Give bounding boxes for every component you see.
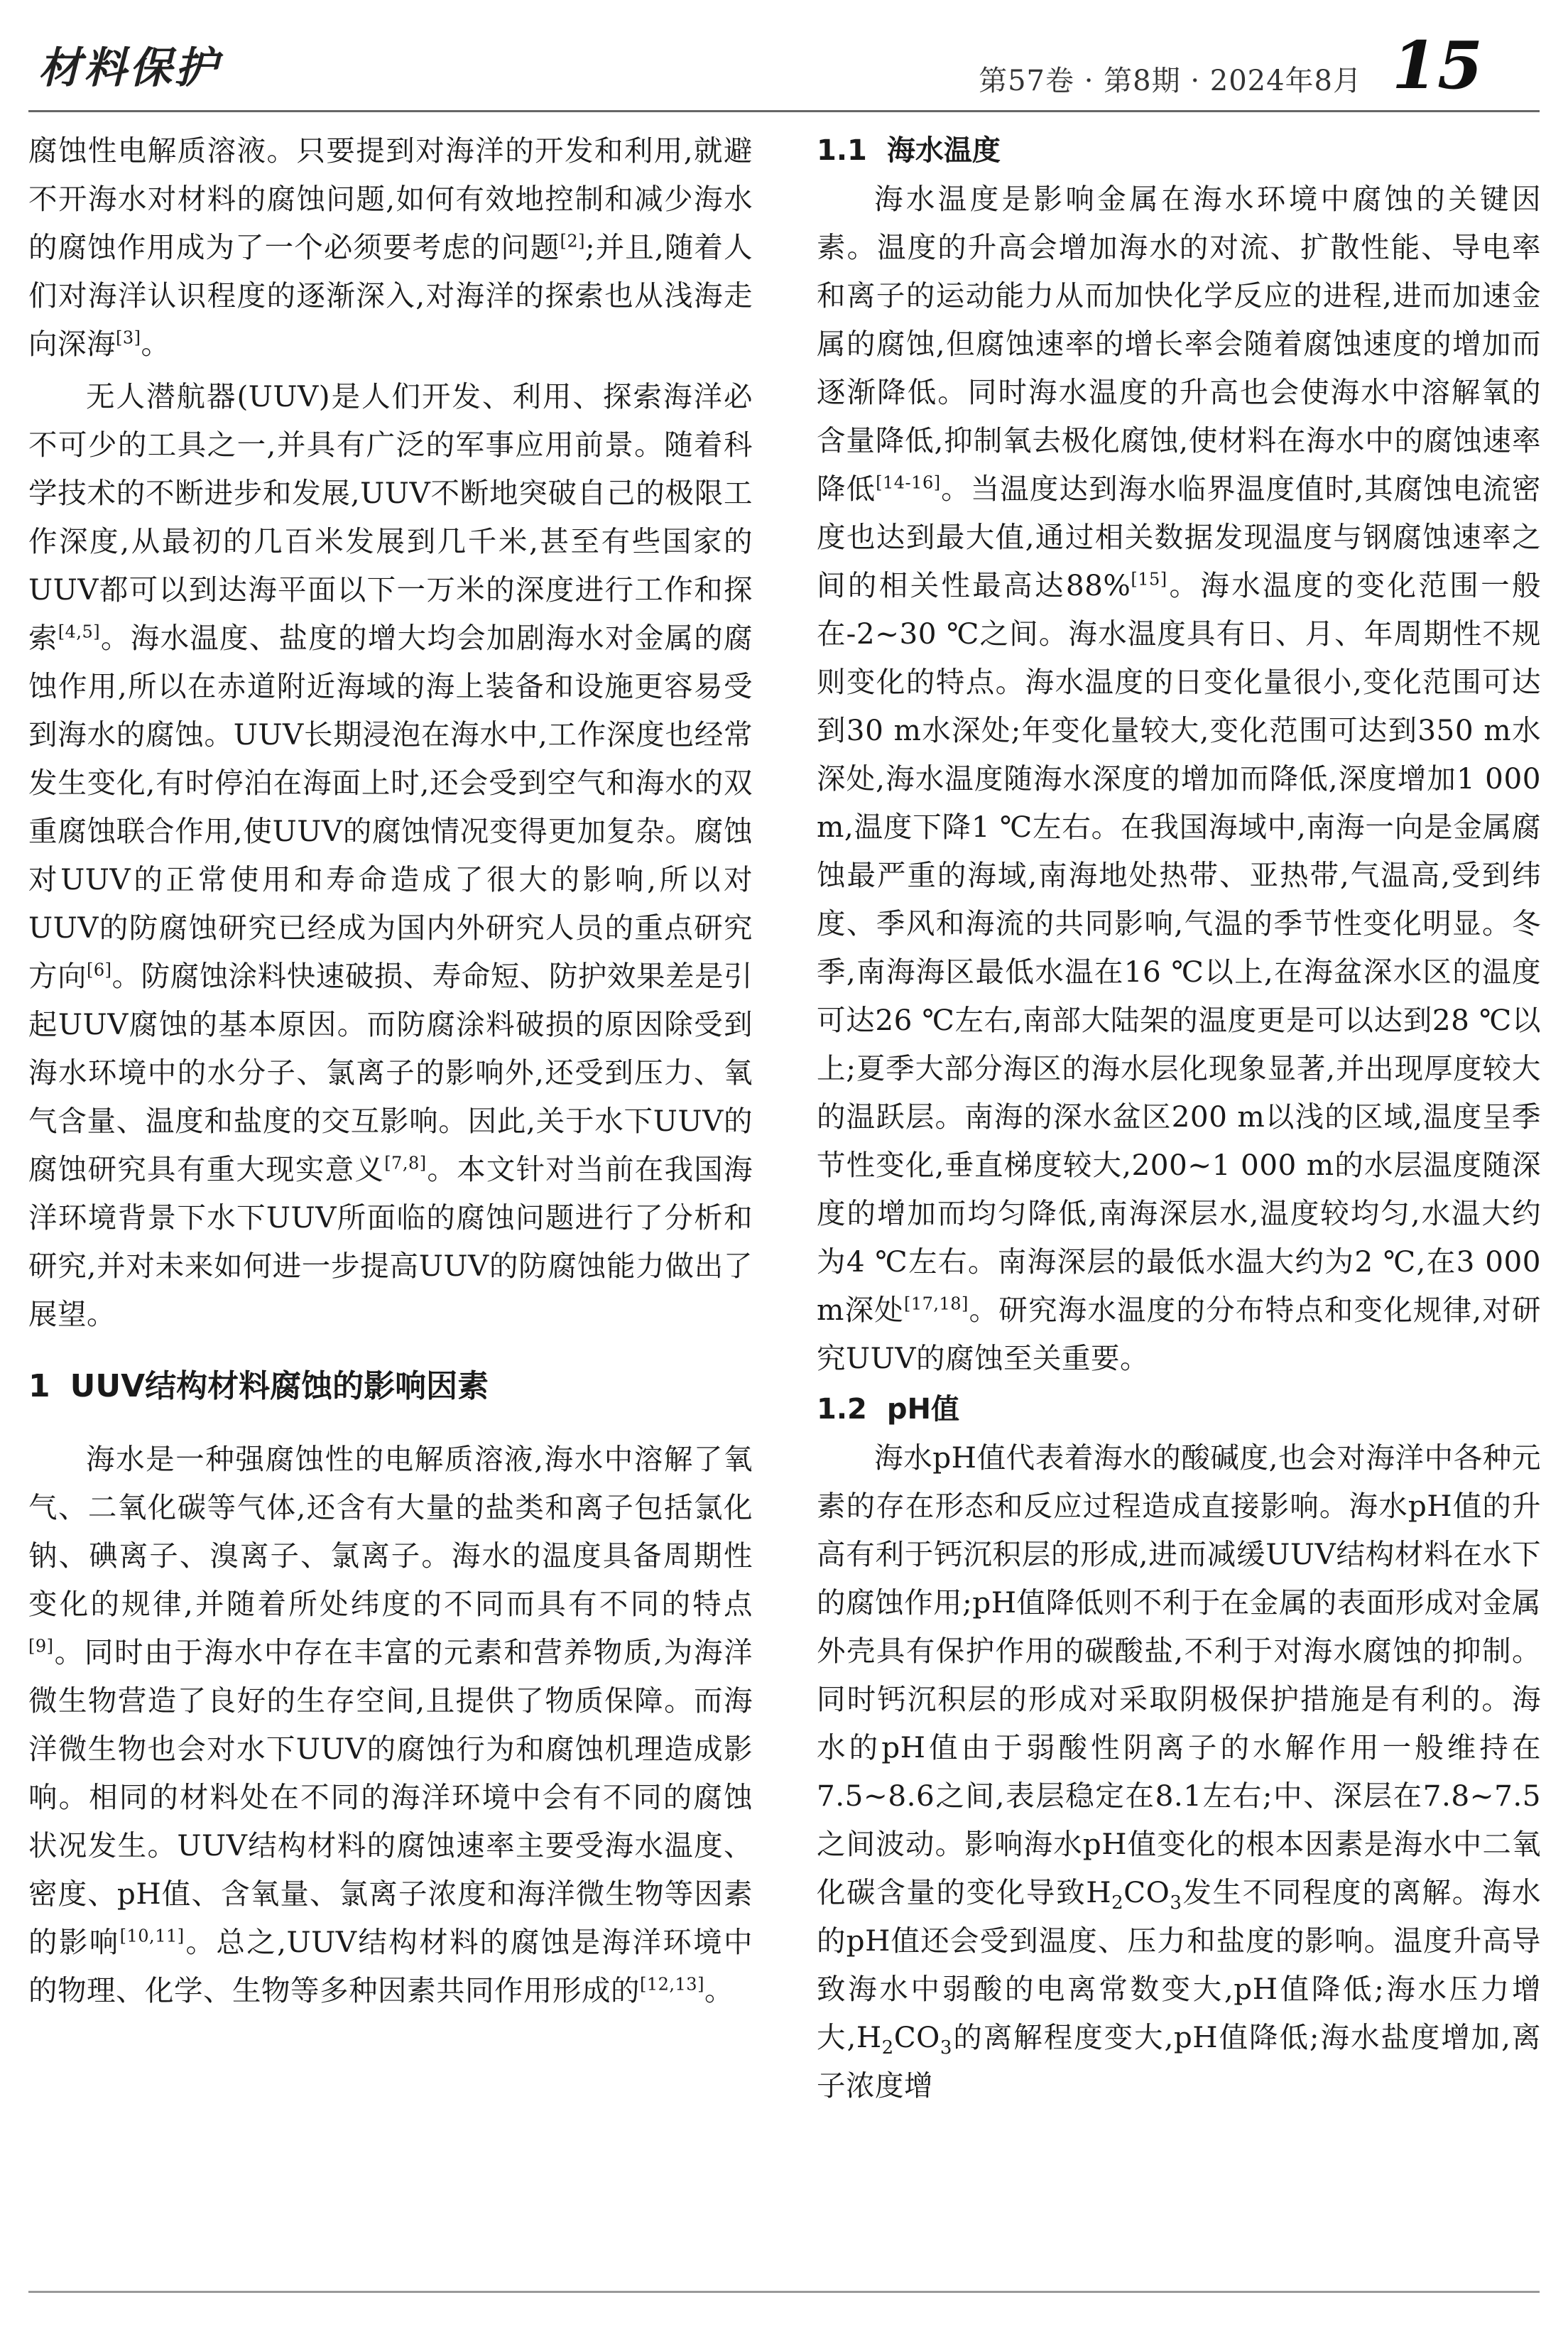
paragraph: 海水是一种强腐蚀性的电解质溶液,海水中溶解了氧气、二氧化碳等气体,还含有大量的盐类和离子包括氯化钠、碘离子、溴离子、氯离子。海水的温度具备周期性变化的规律,并随着所处纬度的不同而具有不同的特点[9]。同时由于海水中存在丰富的元素和营养物质,为海洋微生物营造了良好的生存空间,且提供了物质保障。而海洋微生物也会对水下UUV的腐蚀行为和腐蚀机理造成影响。相同的材料处在不同的海洋环境中会有不同的腐蚀状况发生。UUV结构材料的腐蚀速率主要受海水温度、密度、pH值、含氧量、氯离子浓度和海洋微生物等因素的影响[10,11]。总之,UUV结构材料的腐蚀是海洋环境中的物理、化学、生物等多种因素共同作用形成的[12,13]。 <box>28 1442 753 2007</box>
citation: [3] <box>116 327 141 348</box>
citation: [6] <box>87 960 112 980</box>
citation: [2] <box>560 231 585 251</box>
left-column <box>28 126 753 2014</box>
citation: [12,13] <box>640 1974 704 1995</box>
paragraph: 海水温度是影响金属在海水环境中腐蚀的关键因素。温度的升高会增加海水的对流、扩散性能、导电率和离子的运动能力从而加快化学反应的进程,进而加速金属的腐蚀,但腐蚀速率的增长率会随着腐蚀速度的增加而逐渐降低。同时海水温度的升高也会使海水中溶解氧的含量降低,抑制氧去极化腐蚀,使材料在海水中的腐蚀速率降低[14-16]。当温度达到海水临界温度值时,其腐蚀电流密度也达到最大值,通过相关数据发现温度与钢腐蚀速率之间的相关性最高达88%[15]。海水温度的变化范围一般在-2~30 ℃之间。海水温度具有日、月、年周期性不规则变化的特点。海水温度的日变化量很小,变化范围可达到30 m水深处;年变化量较大,变化范围可达到350 m水深处,海水温度随海水深度的增加而降低,深度增加1 000 m,温度下降1 ℃左右。在我国海域中,南海一向是金属腐蚀最严重的海域,南海地处热带、亚热带,气温高,受到纬度、季风和海流的共同影响,气温的季节性变化明显。冬季,南海海区最低水温在16 ℃以上,在海盆深水区的温度可达26 ℃左右,南部大陆架的温度更是可以达到28 ℃以上;夏季大部分海区的海水层化现象显著,并出现厚度较大的温跃层。南海的深水盆区200 m以浅的区域,温度呈季节性变化,垂直梯度较大,200~1 000 m的水层温度随深度的增加而均匀降低,南海深层水,温度较均匀,水温大约为4 ℃左右。南海深层的最低水温大约为2 ℃,在3 000 m深处[17,18]。研究海水温度的分布特点和变化规律,对研究UUV的腐蚀至关重要。 <box>817 182 1542 1375</box>
citation: [9] <box>28 1636 54 1656</box>
journal-logo: 材料保护 <box>38 43 220 93</box>
citation: [17,18] <box>903 1294 969 1314</box>
citation: [14-16] <box>876 472 941 493</box>
page-header <box>28 28 1540 107</box>
paragraph: 海水pH值代表着海水的酸碱度,也会对海洋中各种元素的存在形态和反应过程造成直接影响。海水pH值的升高有利于钙沉积层的形成,进而减缓UUV结构材料在水下的腐蚀作用;pH值降低则不利于在金属的表面形成对金属外壳具有保护作用的碳酸盐,不利于对海水腐蚀的抑制。同时钙沉积层的形成对采取阴极保护措施是有利的。海水的pH值由于弱酸性阴离子的水解作用一般维持在7.5~8.6之间,表层稳定在8.1左右;中、深层在7.8~7.5之间波动。影响海水pH值变化的根本因素是海水中二氧化碳含量的变化导致$H_2CO_3$发生不同程度的离解。海水的pH值还会受到温度、压力和盐度的影响。温度升高导致海水中弱酸的电离常数变大,pH值降低;海水压力增大$,H_2CO_3$的离解程度变大,pH值降低;海水盐度增加,离子浓度增 <box>817 1441 1542 2103</box>
page-number: 15 <box>1391 27 1483 104</box>
footer-divider <box>28 2291 1540 2293</box>
issue-info: 第57卷 · 第8期 · 2024年8月 <box>979 65 1362 97</box>
header-divider <box>28 110 1540 112</box>
paragraph: 无人潜航器(UUV)是人们开发、利用、探索海洋必不可少的工具之一,并具有广泛的军事应用前景。随着科学技术的不断进步和发展,UUV不断地突破自己的极限工作深度,从最初的几百米发展到几千米,甚至有些国家的UUV都可以到达海平面以下一万米的深度进行工作和探索[4,5]。海水温度、盐度的增大均会加剧海水对金属的腐蚀作用,所以在赤道附近海域的海上装备和设施更容易受到海水的腐蚀。UUV长期浸泡在海水中,工作深度也经常发生变化,有时停泊在海面上时,还会受到空气和海水的双重腐蚀联合作用,使UUV的腐蚀情况变得更加复杂。腐蚀对UUV的正常使用和寿命造成了很大的影响,所以对UUV的防腐蚀研究已经成为国内外研究人员的重点研究方向[6]。防腐蚀涂料快速破损、寿命短、防护效果差是引起UUV腐蚀的基本原因。而防腐涂料破损的原因除受到海水环境中的水分子、氯离子的影响外,还受到压力、氧气含量、温度和盐度的交互影响。因此,关于水下UUV的腐蚀研究具有重大现实意义[7,8]。本文针对当前在我国海洋环境背景下水下UUV所面临的腐蚀问题进行了分析和研究,并对未来如何进一步提高UUV的防腐蚀能力做出了展望。 <box>28 379 753 1331</box>
right-column <box>817 126 1541 2110</box>
section-heading: 1 UUV结构材料腐蚀的影响因素 <box>28 1368 489 1404</box>
citation: [7,8] <box>384 1153 427 1173</box>
citation: [15] <box>1131 569 1167 590</box>
citation: [4,5] <box>58 622 101 642</box>
paragraph: 腐蚀性电解质溶液。只要提到对海洋的开发和利用,就避不开海水对材料的腐蚀问题,如何有效地控制和减少海水的腐蚀作用成为了一个必须要考虑的问题[2];并且,随着人们对海洋认识程度的逐渐深入,对海洋的探索也从浅海走向深海[3]。 <box>28 134 753 361</box>
subsection-heading: 1.2 pH值 <box>817 1393 959 1426</box>
subsection-heading: 1.1 海水温度 <box>817 134 1001 167</box>
citation: [10,11] <box>119 1926 185 1946</box>
